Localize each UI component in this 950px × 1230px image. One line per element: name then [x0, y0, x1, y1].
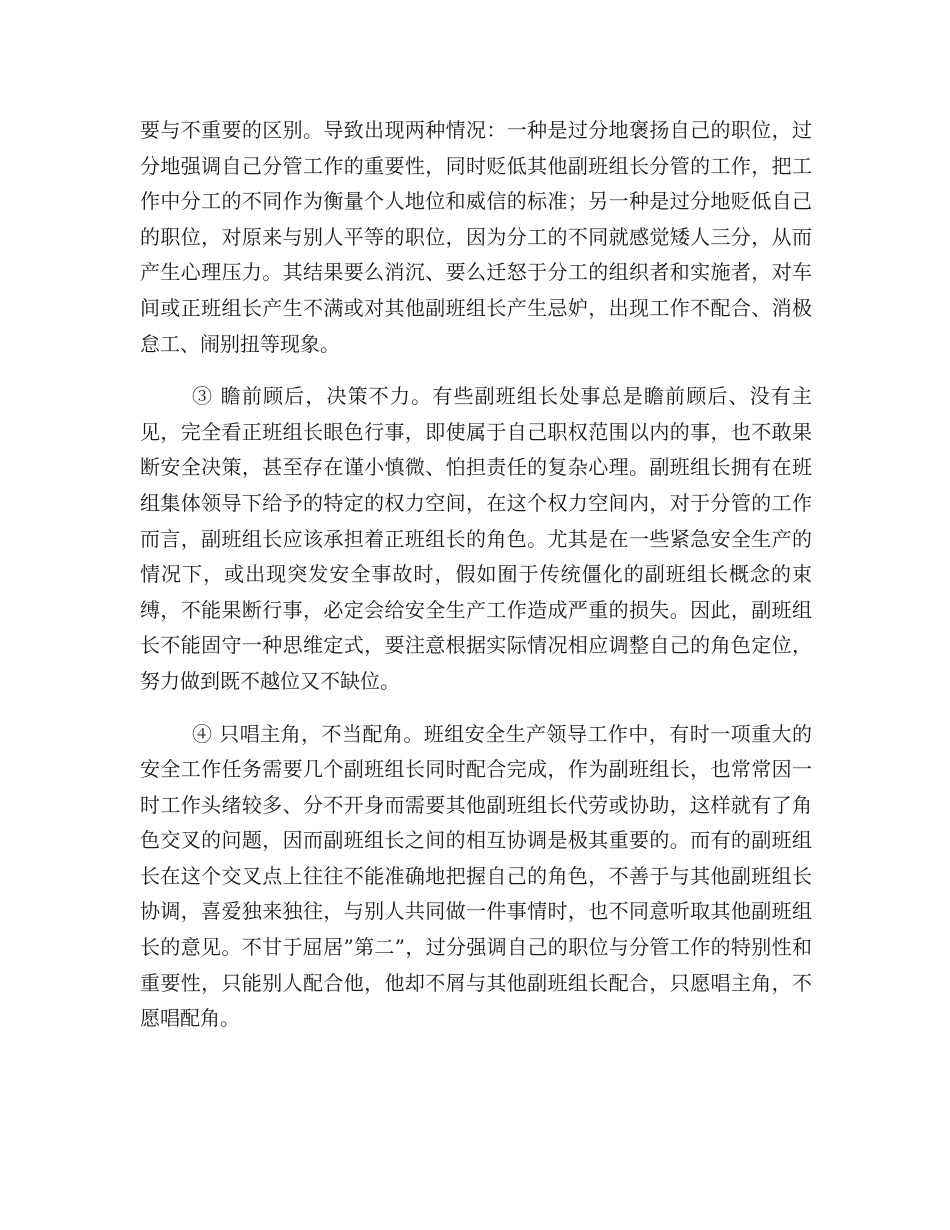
paragraph-continuation: 要与不重要的区别。导致出现两种情况：一种是过分地褒扬自己的职位，过分地强调自己分管工作的重要性，同时贬低其他副班组长分管的工作，把工作中分工的不同作为衡量个人地位和威信的标准；另一种是过分地贬低自己的职位，对原来与别人平等的职位，因为分工的不同就感觉矮人三分，从而产生心理压力。其结果要么消沉、要么迁怒于分工的组织者和实施者，对车间或正班组长产生不满或对其他副班组长产生忌妒，出现工作不配合、消极怠工、闹别扭等现象。: [140, 118, 812, 356]
paragraph-item-4: ④ 只唱主角，不当配角。班组安全生产领导工作中，有时一项重大的安全工作任务需要几个副班组长同时配合完成，作为副班组长，也常常因一时工作头绪较多、分不开身而需要其他副班组长代劳或协助，这样就有了角色交叉的问题，因而副班组长之间的相互协调是极其重要的。而有的副班组长在这个交叉点上往往不能准确地把握自己的角色，不善于与其他副班组长协调，喜爱独来独往，与别人共同做一件事情时，也不同意听取其他副班组长的意见。不甘于屈居”第二”，过分强调自己的职位与分管工作的特别性和重要性，只能别人配合他，他却不屑与其他副班组长配合，只愿唱主角，不愿唱配角。: [140, 721, 812, 1031]
paragraph-item-3: ③ 瞻前顾后，决策不力。有些副班组长处事总是瞻前顾后、没有主见，完全看正班组长眼色行事，即使属于自己职权范围以内的事，也不敢果断安全决策，甚至存在谨小慎微、怕担责任的复杂心理。副班组长拥有在班组集体领导下给予的特定的权力空间，在这个权力空间内，对于分管的工作而言，副班组长应该承担着正班组长的角色。尤其是在一些紧急安全生产的情况下，或出现突发安全事故时，假如囿于传统僵化的副班组长概念的束缚，不能果断行事，必定会给安全生产工作造成严重的损失。因此，副班组长不能固守一种思维定式，要注意根据实际情况相应调整自己的角色定位，努力做到既不越位又不缺位。: [140, 384, 812, 693]
document-body: [140, 113, 812, 1037]
